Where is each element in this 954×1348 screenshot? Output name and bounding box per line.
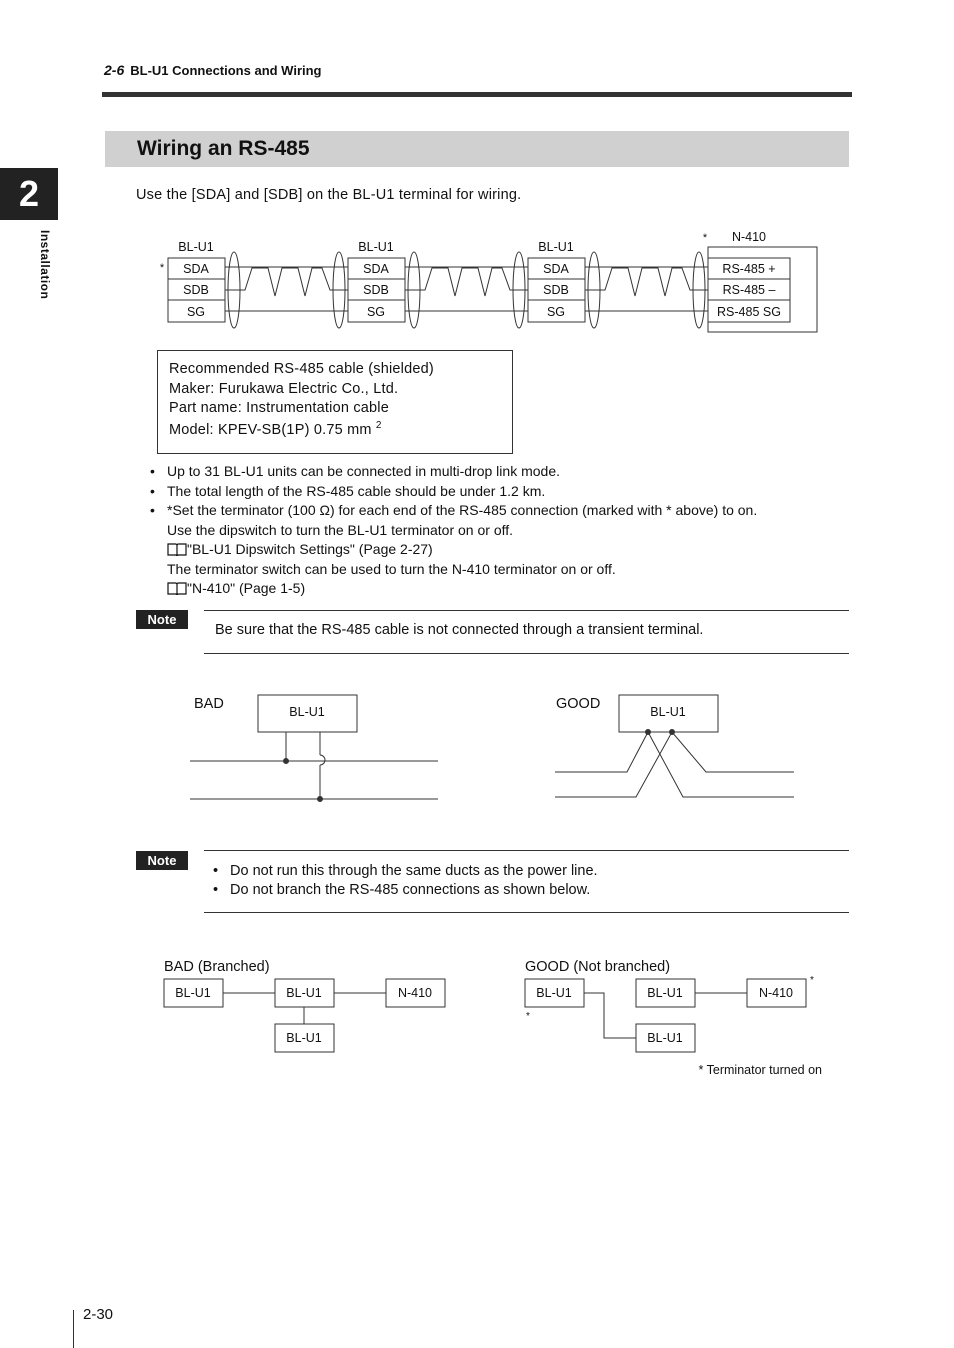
- footer-rule: [73, 1310, 74, 1348]
- n410-sg: RS-485 SG: [717, 305, 781, 319]
- unit1-label: BL-U1: [178, 240, 214, 254]
- terminator-mark-right: *: [702, 232, 708, 244]
- note-item-text: Do not branch the RS-485 connections as shown below.: [230, 882, 591, 898]
- page-number: 2-30: [83, 1306, 114, 1323]
- note-top-rule: [204, 850, 849, 851]
- unit2-sdb: SDB: [363, 283, 389, 297]
- terminator-footnote: * Terminator turned on: [698, 1063, 822, 1077]
- cable-model: Model: KPEV-SB(1P) 0.75 mm: [169, 421, 372, 438]
- bullet-text: *Set the terminator (100 Ω) for each end of the RS-485 connection (marked with * above) to on.: [167, 502, 758, 518]
- unit2-sg: SG: [366, 305, 386, 319]
- recommended-cable-box: [157, 350, 513, 454]
- terminator-mark: *: [526, 1011, 530, 1022]
- list-item: • Up to 31 BL-U1 units can be connected in multi-drop link mode.: [150, 463, 560, 479]
- list-item: • The total length of the RS-485 cable should be under 1.2 km.: [150, 482, 546, 499]
- unit2-label: BL-U1: [358, 240, 394, 254]
- cable-model-sup: 2: [375, 420, 382, 431]
- bad-bl-u1-b: BL-U1: [286, 986, 322, 1000]
- bad-bl-u1-a: BL-U1: [175, 986, 211, 1000]
- list-item: • Do not run this through the same ducts as the power line.: [213, 863, 598, 879]
- bad-n410: N-410: [397, 986, 433, 1000]
- reference-text: "N-410" (Page 1-5): [187, 580, 306, 596]
- note-list: [213, 862, 598, 900]
- unit3-sg: SG: [546, 305, 566, 319]
- bad-unit-label: BL-U1: [289, 705, 325, 719]
- bullet-continuation: Use the dipswitch to turn the BL-U1 terminator on or off.: [167, 521, 514, 538]
- section-number: 2-6: [104, 62, 125, 78]
- n410-plus: RS-485 +: [722, 262, 776, 276]
- branch-diagram: [0, 680, 954, 820]
- list-item: • Do not branch the RS-485 connections as shown below.: [213, 882, 591, 898]
- note-top-rule: [204, 610, 849, 611]
- unit2-sda: SDA: [363, 262, 389, 276]
- good-bl-u1-b: BL-U1: [647, 986, 683, 1000]
- note-badge: Note: [136, 610, 188, 629]
- bad-branched-label: BAD (Branched): [164, 959, 270, 975]
- bullet-continuation: The terminator switch can be used to turn the N-410 terminator on or off.: [167, 560, 616, 577]
- good-bl-u1-a: BL-U1: [536, 986, 572, 1000]
- bullet-text: Up to 31 BL-U1 units can be connected in multi-drop link mode.: [167, 463, 560, 479]
- good-bl-u1-c: BL-U1: [647, 1031, 683, 1045]
- terminator-mark: *: [810, 975, 814, 986]
- good-n410: N-410: [758, 986, 794, 1000]
- cross-reference[interactable]: [150, 540, 757, 560]
- book-icon: [167, 581, 187, 595]
- cable-line-1: Recommended RS-485 cable (shielded): [169, 361, 434, 377]
- rs485-wiring-diagram: [0, 0, 954, 345]
- unit1-sda: SDA: [183, 262, 209, 276]
- list-item: • *Set the terminator (100 Ω) for each end of the RS-485 connection (marked with * above) to on.: [150, 502, 758, 518]
- note-bottom-rule: [204, 912, 849, 913]
- bad-bl-u1-c: BL-U1: [286, 1031, 322, 1045]
- note-item-text: Do not run this through the same ducts as the power line.: [230, 863, 598, 879]
- cable-line-3: Part name: Instrumentation cable: [169, 400, 389, 416]
- good-label: GOOD: [556, 696, 601, 712]
- unit1-sdb: SDB: [183, 283, 209, 297]
- note-badge: Note: [136, 851, 188, 870]
- terminator-mark-left: *: [159, 262, 165, 274]
- page-title: Wiring an RS-485: [137, 137, 310, 160]
- reference-text: "BL-U1 Dipswitch Settings" (Page 2-27): [187, 541, 433, 557]
- cable-line-4: [169, 420, 382, 438]
- n410-label: N-410: [731, 230, 767, 244]
- cable-line-2: Maker: Furukawa Electric Co., Ltd.: [169, 381, 399, 397]
- unit3-sdb: SDB: [543, 283, 569, 297]
- unit3-label: BL-U1: [538, 240, 574, 254]
- unit3-sda: SDA: [543, 262, 569, 276]
- good-branched-label: GOOD (Not branched): [525, 959, 671, 975]
- bullet-text: The total length of the RS-485 cable should be under 1.2 km.: [167, 482, 546, 499]
- note-text: Be sure that the RS-485 cable is not connected through a transient terminal.: [215, 622, 704, 638]
- n410-minus: RS-485 –: [722, 283, 776, 297]
- good-unit-label: BL-U1: [650, 705, 686, 719]
- book-icon: [167, 542, 187, 556]
- cross-reference[interactable]: [150, 579, 757, 599]
- topology-diagram: [0, 950, 954, 1085]
- bad-label: BAD: [194, 696, 224, 712]
- note-bottom-rule: [204, 653, 849, 654]
- intro-text: Use the [SDA] and [SDB] on the BL-U1 terminal for wiring.: [136, 187, 522, 203]
- unit1-sg: SG: [186, 305, 206, 319]
- bullet-list: [150, 462, 757, 599]
- section-title: BL-U1 Connections and Wiring: [130, 63, 322, 78]
- chapter-tab: 2: [0, 168, 58, 220]
- chapter-side-label: Installation: [38, 230, 52, 300]
